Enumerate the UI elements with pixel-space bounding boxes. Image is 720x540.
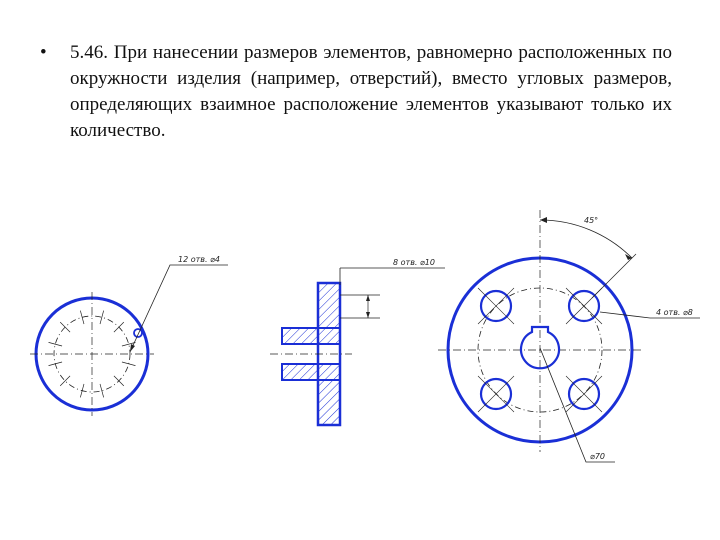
left-hole-highlight <box>134 329 142 337</box>
hole-mark <box>122 362 136 366</box>
paragraph-text: 5.46. При нанесении размеров элементов, равномерно расположенных по окружности изделия (например, отверстий), вместо угловых размеров, определяющих взаимное расположение элементов указывают только их количество. <box>70 42 672 141</box>
left-leader-arrow <box>130 344 135 352</box>
left-note: 12 отв. ⌀4 <box>178 255 220 264</box>
right-hole-ul <box>478 288 514 324</box>
middle-note: 8 отв. ⌀10 <box>393 258 435 267</box>
middle-dim-arrow-top <box>366 295 370 301</box>
right-angle-ext <box>592 254 636 298</box>
right-angle-arc <box>540 220 632 258</box>
right-hole-ll <box>478 376 514 412</box>
middle-hub-lower <box>282 364 340 380</box>
middle-dim-arrow-bottom <box>366 312 370 318</box>
middle-upper-flange <box>318 283 340 328</box>
middle-hub-upper <box>282 328 340 344</box>
bullet-marker: • <box>40 42 47 63</box>
hole-mark <box>114 376 124 386</box>
middle-drawing <box>270 258 445 425</box>
left-drawing <box>30 255 228 416</box>
angle-arrow-start <box>540 217 547 223</box>
right-angle-label: 45° <box>584 216 599 225</box>
right-hole-lr <box>566 376 602 412</box>
right-diameter-note: ⌀70 <box>590 452 605 461</box>
right-drawing <box>438 210 700 462</box>
middle-lower-flange <box>318 380 340 425</box>
right-holes-note: 4 отв. ⌀8 <box>656 308 693 317</box>
